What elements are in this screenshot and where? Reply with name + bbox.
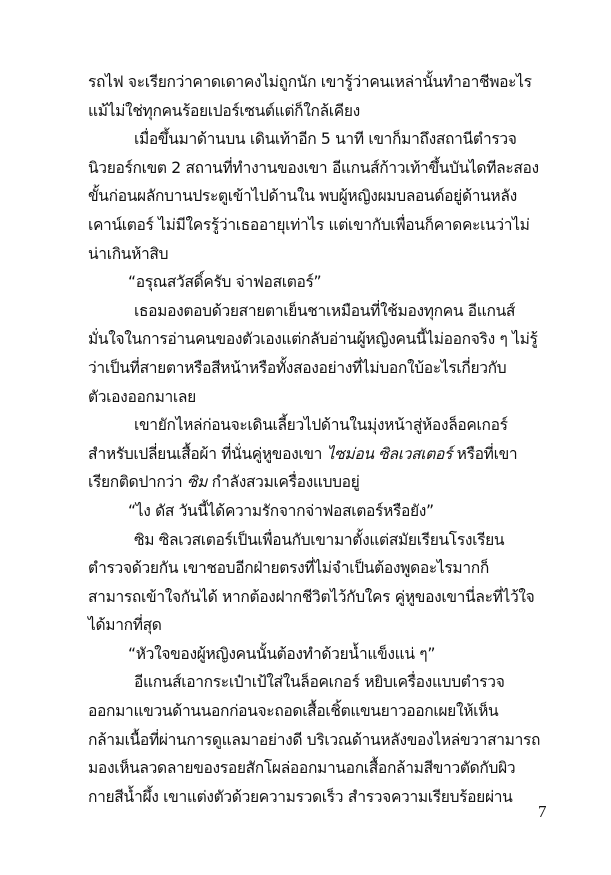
text-segment: สำหรับเปลี่ยนเสื้อผ้า ที่นั่นคู่หูของเขา (88, 444, 327, 463)
text-line: เคาน์เตอร์ ไม่มีใครรู้ว่าเธออายุเท่าไร แต่เขากับเพื่อนก็คาดคะเนว่าไม่ (88, 215, 530, 234)
paragraph-start-line: อีแกนส์เอากระเป๋าเป้ใส่ในล็อคเกอร์ หยิบเครื่องแบบตำรวจ (134, 673, 505, 692)
italic-name: ไซม่อน ซิลเวสเตอร์ (326, 444, 453, 463)
text-line: ได้มากที่สุด (88, 616, 162, 635)
text-line: สามารถเข้าใจกันได้ หากต้องฝากชีวิตไว้กับใคร คู่หูของเขานี่ละที่ไว้ใจ (88, 587, 535, 606)
dialogue-line: “หัวใจของผู้หญิงคนนั้นต้องทำด้วยน้ำแข็งแน่ ๆ” (128, 644, 436, 663)
text-line: ออกมาแขวนด้านนอกก่อนจะถอดเสื้อเชิ้ตแขนยาวออกเผยให้เห็น (88, 702, 499, 721)
text-line: นิวยอร์กเขต 2 สถานที่ทำงานของเขา อีแกนส์ก้าวเท้าขึ้นบันไดทีละสอง (88, 158, 539, 177)
paragraph-start-line: เธอมองตอบด้วยสายตาเย็นชาเหมือนที่ใช้มองทุกคน อีแกนส์ (134, 301, 516, 320)
text-line: ว่าเป็นที่สายตาหรือสีหน้าหรือทั้งสองอย่างที่ไม่บอกใบ้อะไรเกี่ยวกับ (88, 358, 507, 377)
text-line: ขั้นก่อนผลักบานประตูเข้าไปด้านใน พบผู้หญิงผมบลอนด์อยู่ด้านหลัง (88, 187, 517, 206)
italic-name: ซิม (186, 473, 208, 492)
text-line: ตำรวจด้วยกัน เขาชอบอีกฝ่ายตรงที่ไม่จำเป็นต้องพูดอะไรมากก็ (88, 559, 489, 578)
text-line-with-italic (88, 440, 554, 469)
text-line: กล้ามเนื้อที่ผ่านการดูแลมาอย่างดี บริเวณด้านหลังของไหล่ขวาสามารถ (88, 730, 541, 749)
text-segment: เรียกติดปากว่า (88, 473, 187, 492)
paragraph-start-line: ซิม ซิลเวสเตอร์เป็นเพื่อนกับเขามาตั้งแต่สมัยเรียนโรงเรียน (134, 530, 505, 549)
text-line: มองเห็นลวดลายของรอยสักโผล่ออกมานอกเสื้อกล้ามสีขาวตัดกับผิว (88, 759, 516, 778)
dialogue-line: “อรุณสวัสดิ์ครับ จ่าฟอสเตอร์” (128, 273, 322, 292)
text-line: กายสีน้ำผึ้ง เขาแต่งตัวด้วยความรวดเร็ว สำรวจความเรียบร้อยผ่าน (88, 787, 513, 806)
text-line: ตัวเองออกมาเลย (88, 387, 196, 406)
page-number: 7 (538, 802, 547, 821)
paragraph-start-line: เขายักไหล่ก่อนจะเดินเลี้ยวไปด้านในมุ่งหน้าสู่ห้องล็อคเกอร์ (134, 416, 508, 435)
body-text (88, 68, 554, 811)
text-line: มั่นใจในการอ่านคนของตัวเองแต่กลับอ่านผู้หญิงคนนี้ไม่ออกจริง ๆ ไม่รู้ (88, 330, 538, 349)
text-line: น่าเกินห้าสิบ (88, 244, 169, 263)
text-line: แม้ไม่ใช่ทุกคนร้อยเปอร์เซนต์แต่ก็ใกล้เคียง (88, 101, 360, 120)
paragraph-start-line: เมื่อขึ้นมาด้านบน เดินเท้าอีก 5 นาที เขาก็มาถึงสถานีตำรวจ (134, 130, 517, 149)
dialogue-line: “ไง ดัส วันนี้ได้ความรักจากจ่าฟอสเตอร์หรือยัง” (128, 501, 434, 520)
text-segment: กำลังสวมเครื่องแบบอยู่ (207, 473, 360, 492)
text-line-with-italic (88, 468, 554, 497)
text-segment: หรือที่เขา (452, 444, 518, 463)
text-line: รถไฟ จะเรียกว่าคาดเดาคงไม่ถูกนัก เขารู้ว่าคนเหล่านั้นทำอาชีพอะไร (88, 73, 532, 91)
